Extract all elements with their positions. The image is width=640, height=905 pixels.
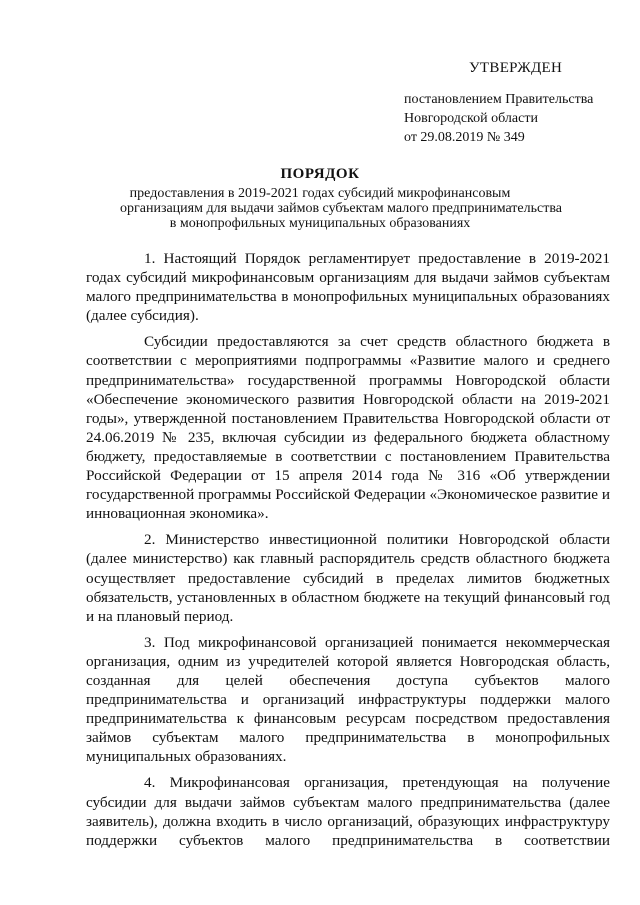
approval-line: Новгородской области <box>404 111 538 126</box>
document-body <box>86 249 610 850</box>
approved-heading: УТВЕРЖДЕН <box>469 60 563 76</box>
approval-details <box>404 90 593 147</box>
subtitle-line: организациям для выдачи займов субъектам малого предпринимательства <box>120 201 562 216</box>
subtitle-line: предоставления в 2019-2021 годах субсидий микрофинансовым <box>129 186 511 201</box>
paragraph-3: 3. Под микрофинансовой организацией понимается некоммерческая организация, одним из учредителей которой является Новгородская область, созданная для целей обеспечения доступа субъектов малого предпринимательства и организаций инфраструктуры поддержки малого предпринимательства к финансовым ресурсам посредством предоставления займов субъектам малого предпринимательства в монопрофильных муниципальных образованиях. <box>86 633 610 766</box>
document-subtitle <box>120 186 562 231</box>
approval-line: от 29.08.2019 № 349 <box>404 130 525 145</box>
paragraph-1: 1. Настоящий Порядок регламентирует предоставление в 2019-2021 годах субсидий микрофинансовым организациям для выдачи займов субъектам малого предпринимательства в монопрофильных муниципальных образованиях (далее субсидия). <box>86 250 610 325</box>
approval-line: постановлением Правительства <box>404 92 594 107</box>
paragraph-4: 4. Микрофинансовая организация, претендующая на получение субсидии для выдачи займов субъектам малого предпринимательства (далее заявитель), должна входить в число организаций, образующих инфраструктуру поддержки субъектов малого предпринимательства в соответствии <box>86 774 610 849</box>
document-title: ПОРЯДОК <box>280 166 360 182</box>
paragraph-subsidies: Субсидии предоставляются за счет средств областного бюджета в соответствии с мероприятиями подпрограммы «Развитие малого и среднего предпринимательства» государственной программы Новгородской области «Обеспечение экономического развития Новгородской области на 2019-2021 годы», утвержденной постановлением Правительства Новгородской области от 24.06.2019 № 235, включая субсидии из федерального бюджета областному бюджету, предоставляемые в соответствии с постановлением Правительства Российской Федерации от 15 апреля 2014 года № 316 «Об утверждении государственной программы Российской Федерации «Экономическое развитие и инновационная экономика». <box>86 333 610 523</box>
subtitle-line: в монопрофильных муниципальных образованиях <box>169 216 471 231</box>
paragraph-2: 2. Министерство инвестиционной политики Новгородской области (далее министерство) как главный распорядитель средств областного бюджета осуществляет предоставление субсидий в пределах лимитов бюджетных обязательств, установленных в областном бюджете на текущий финансовый год и на плановый период. <box>86 531 610 625</box>
